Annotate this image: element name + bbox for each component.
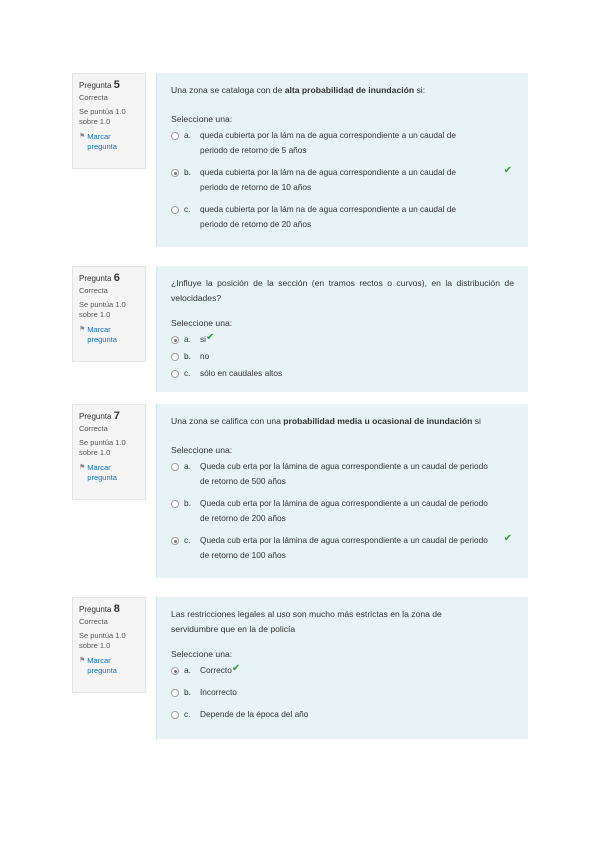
answer-options [171, 663, 514, 722]
question-text: Una zona se califica con una probabilidad media u ocasional de inundación si [171, 416, 481, 426]
question-number: Pregunta 5 [79, 79, 120, 91]
option-text: Correcto [200, 665, 232, 675]
answer-option-b[interactable]: b. queda cubierta por la lám na de agua correspondiente a un caudal de periodo de retorno de 10 años ✔ [171, 165, 514, 195]
question-grade: Se puntúa 1.0 sobre 1.0 [79, 631, 126, 650]
correct-check-icon: ✔ [503, 533, 512, 544]
flag-icon: ⚑ [79, 133, 86, 140]
option-text: queda cubierta por la lám na de agua correspondiente a un caudal de periodo de retorno de 20 años [200, 204, 457, 229]
correct-check-icon: ✔ [206, 332, 215, 343]
radio-c[interactable] [171, 206, 179, 214]
correct-check-icon: ✔ [231, 663, 241, 674]
answer-option-c[interactable]: c. Depende de la época del año [171, 707, 514, 722]
option-text: Queda cub erta por la lámina de agua correspondiente a un caudal de periodo de retorno de 200 años [200, 498, 488, 523]
answer-options [171, 332, 514, 381]
answer-options [171, 128, 514, 232]
question-info [72, 73, 146, 169]
correct-check-icon: ✔ [503, 165, 512, 176]
question-grade: Se puntúa 1.0 sobre 1.0 [79, 107, 126, 126]
radio-c[interactable] [171, 537, 179, 545]
question-state: Correcta [79, 286, 108, 295]
option-text: Queda cub erta por la lámina de agua correspondiente a un caudal de periodo de retorno de 500 años [200, 461, 488, 486]
radio-a[interactable] [171, 132, 179, 140]
question-content [156, 597, 528, 739]
flag-icon: ⚑ [79, 657, 86, 664]
question-text: Una zona se cataloga con de alta probabilidad de inundación si: [171, 85, 426, 95]
flag-question-link[interactable]: ⚑ Marcar pregunta [79, 325, 117, 344]
radio-b[interactable] [171, 353, 179, 361]
option-text: no [200, 351, 210, 361]
radio-b[interactable] [171, 169, 179, 177]
answer-options [171, 459, 514, 563]
question-info [72, 266, 146, 362]
option-text: Depende de la época del año [200, 709, 309, 719]
question-text: ¿Influye la posición de la sección (en tramos rectos o curvos), en la distribución de velocidades? [171, 278, 514, 303]
answer-option-c[interactable]: c. queda cubierta por la lám na de agua correspondiente a un caudal de periodo de retorno de 20 años [171, 202, 514, 232]
select-one-prompt: Seleccione una: [171, 114, 233, 124]
answer-option-b[interactable]: b. Queda cub erta por la lámina de agua correspondiente a un caudal de periodo de retorno de 200 años [171, 496, 514, 526]
option-text: Incorrecto [200, 687, 237, 697]
radio-a[interactable] [171, 336, 179, 344]
radio-c[interactable] [171, 370, 179, 378]
question-state: Correcta [79, 424, 108, 433]
question-text: Las restricciones legales al uso son mucho más estrictas en la zona de servidumbre que en la de policía [171, 609, 442, 634]
select-one-prompt: Seleccione una: [171, 318, 233, 328]
question-state: Correcta [79, 93, 108, 102]
question-content [156, 404, 528, 578]
answer-option-c[interactable]: c. Queda cub erta por la lámina de agua correspondiente a un caudal de periodo de retorno de 100 años ✔ [171, 533, 514, 563]
question-info [72, 597, 146, 693]
answer-option-a[interactable]: a. Queda cub erta por la lámina de agua correspondiente a un caudal de periodo de retorno de 500 años [171, 459, 514, 489]
flag-question-link[interactable]: ⚑ Marcar pregunta [79, 463, 117, 482]
question-state: Correcta [79, 617, 108, 626]
option-text: queda cubierta por la lám na de agua correspondiente a un caudal de periodo de retorno de 10 años [200, 167, 457, 192]
option-text: queda cubierta por la lám na de agua correspondiente a un caudal de periodo de retorno de 5 años [200, 130, 457, 155]
radio-b[interactable] [171, 500, 179, 508]
question-grade: Se puntúa 1.0 sobre 1.0 [79, 300, 126, 319]
question-number: Pregunta 7 [79, 410, 120, 422]
flag-icon: ⚑ [79, 464, 86, 471]
question-info [72, 404, 146, 500]
radio-c[interactable] [171, 711, 179, 719]
answer-option-a[interactable]: a. si ✔ [171, 332, 514, 347]
question-content [156, 73, 528, 247]
radio-a[interactable] [171, 463, 179, 471]
answer-option-c[interactable]: c. sólo en caudales altos [171, 366, 514, 381]
question-content [156, 266, 528, 392]
flag-question-link[interactable]: ⚑ Marcar pregunta [79, 656, 117, 675]
question-grade: Se puntúa 1.0 sobre 1.0 [79, 438, 126, 457]
flag-question-link[interactable]: ⚑ Marcar pregunta [79, 132, 117, 151]
option-text: Queda cub erta por la lámina de agua correspondiente a un caudal de periodo de retorno de 100 años [200, 535, 488, 560]
radio-a[interactable] [171, 667, 179, 675]
flag-icon: ⚑ [79, 326, 86, 333]
answer-option-a[interactable]: a. Correcto ✔ [171, 663, 514, 678]
select-one-prompt: Seleccione una: [171, 649, 233, 659]
answer-option-b[interactable]: b. no [171, 349, 514, 364]
option-text: sólo en caudales altos [200, 368, 283, 378]
question-number: Pregunta 8 [79, 603, 120, 615]
question-number: Pregunta 6 [79, 272, 120, 284]
answer-option-a[interactable]: a. queda cubierta por la lám na de agua correspondiente a un caudal de periodo de retorno de 5 años [171, 128, 514, 158]
select-one-prompt: Seleccione una: [171, 445, 233, 455]
answer-option-b[interactable]: b. Incorrecto [171, 685, 514, 700]
option-text: si [200, 334, 206, 344]
radio-b[interactable] [171, 689, 179, 697]
